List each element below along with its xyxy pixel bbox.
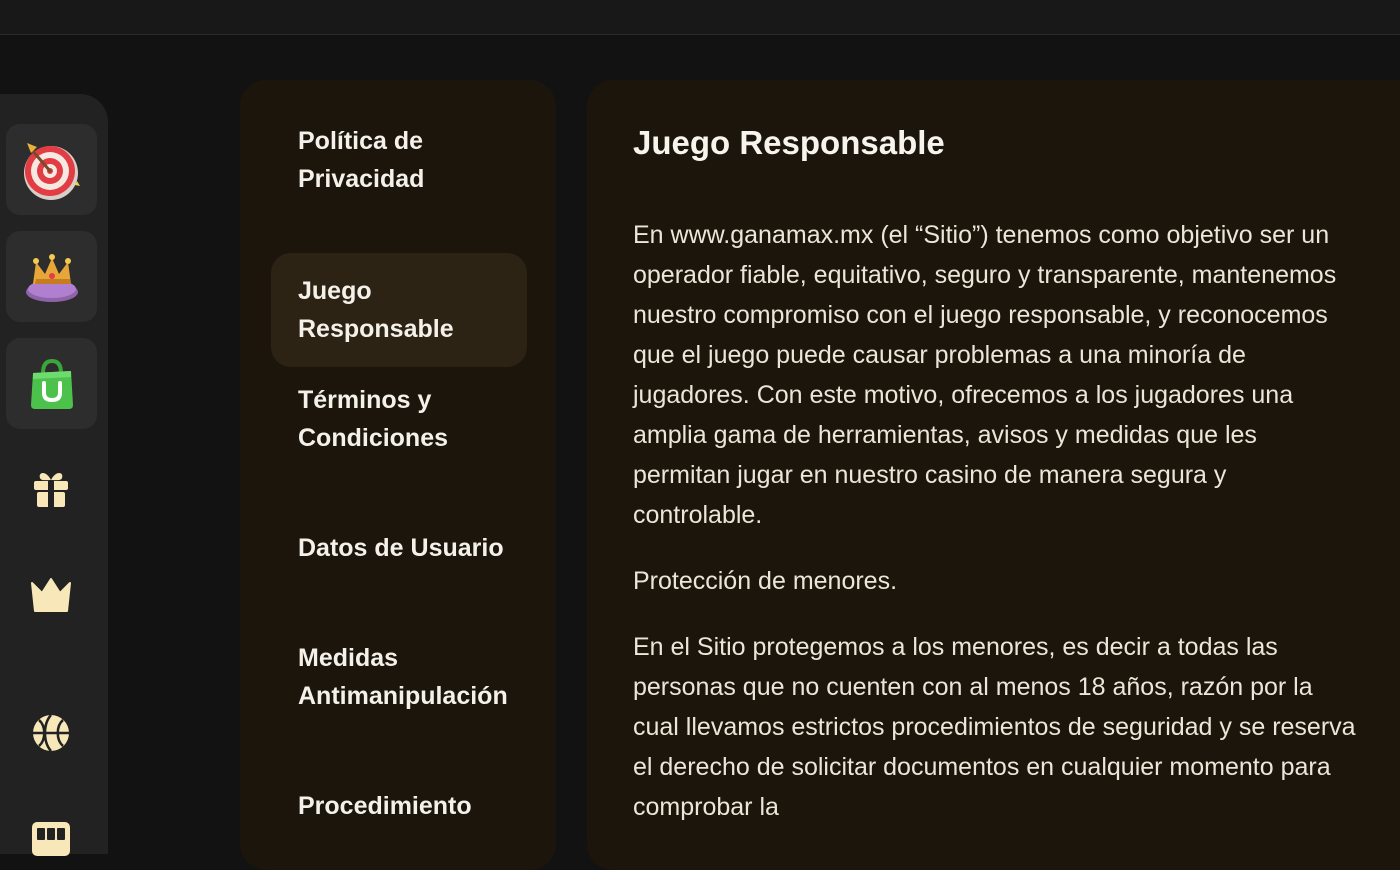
nav-item-label: Política de Privacidad (298, 127, 425, 193)
slot-machine-icon (28, 812, 74, 858)
minors-paragraph: En el Sitio protegemos a los menores, es decir a todas las personas que no cuenten con al menos 18 años, razón por la cual llevamos estrictos procedimientos de seguridad y se reserva el derecho de solicitar documentos en cualquier momento para comprobar la (633, 633, 1356, 821)
rail-item-vip-club[interactable] (24, 568, 78, 622)
rail-item-vip[interactable] (6, 231, 97, 322)
rail-item-sports[interactable] (24, 706, 78, 760)
target-dart-icon (19, 137, 85, 203)
nav-item-anti-manipulation[interactable] (271, 620, 527, 734)
shopping-bag-icon (23, 355, 81, 413)
nav-item-user-data[interactable] (271, 491, 527, 605)
rail-item-gifts[interactable] (24, 462, 78, 516)
crown-icon (29, 575, 73, 615)
crown-cushion-icon (21, 246, 83, 308)
intro-paragraph: En www.ganamax.mx (el “Sitio”) tenemos como objetivo ser un operador fiable, equitativo, seguro y transparente, mantenemos nuestro compromiso con el juego responsable, y reconocemos que el juego puede causar problemas a una minoría de jugadores. Con este motivo, ofrecemos a los jugadores una amplia gama de herramientas, avisos y medidas que les permitan jugar en nuestro casino de manera segura y controlable. (633, 221, 1337, 529)
section-heading-minors: Protección de menores. (633, 567, 898, 595)
page-title: Juego Responsable (633, 124, 945, 161)
nav-item-responsible-gaming[interactable] (271, 253, 527, 367)
nav-item-label: Medidas Antimanipulación (298, 644, 508, 710)
nav-item-label: Términos y Condiciones (298, 386, 449, 452)
nav-item-procedure[interactable] (271, 749, 527, 863)
nav-item-privacy[interactable] (271, 103, 527, 217)
nav-item-label: Procedimiento (298, 792, 472, 820)
basketball-icon (30, 712, 72, 754)
nav-item-label: Juego Responsable (298, 277, 454, 343)
nav-item-label: Datos de Usuario (298, 534, 504, 562)
side-rail (0, 94, 108, 854)
nav-item-terms[interactable] (271, 362, 527, 476)
legal-nav-panel (240, 80, 556, 870)
rail-item-shop[interactable] (6, 338, 97, 429)
top-bar (0, 0, 1400, 35)
gift-icon (30, 468, 72, 510)
rail-item-target[interactable] (6, 124, 97, 215)
rail-item-slots[interactable] (24, 808, 78, 862)
content-panel (587, 80, 1400, 870)
